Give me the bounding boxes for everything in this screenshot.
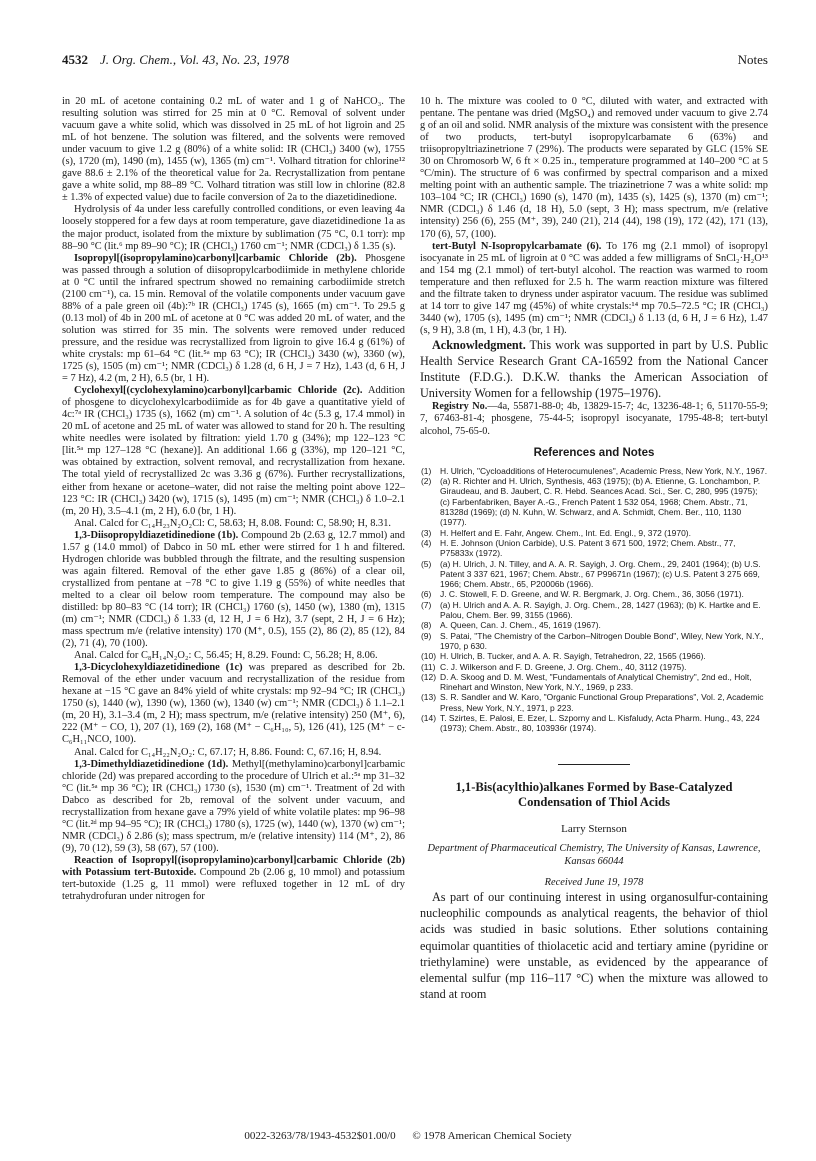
author-name: Larry Sternson [561,822,627,835]
paragraph: in 20 mL of acetone containing 0.2 mL of water and 1 g of NaHCO₃. The resulting solution was stirred for 25 min at 0 °C. Removal of solvent under vacuum gave a white solid, which was dissolved in 25 mL of hot ligroin and 25 mL of hot benzene. The solution was filtered, and the solvents were removed under vacuum to give 1.2 g (80%) of a white solid: IR (CHCl₃) 3400 (w), 1755 (s), 1720 (m), 1490 (m), 1455 (w), 1365 (m) cm⁻¹. Volhard titration for chlorine¹² gave 88.6 ± 2.1% of the theoretical value for 2a. Recrystallization from pentane gave a white solid, mp 88–89 °C. Volhard titration was still low in chlorine (82.8 ± 1.3% of expected value) due to facile conversion of 2a to the diazetidinedione. [62,96,405,204]
section-name: Notes [737,52,768,67]
article-divider [558,764,630,765]
reference-number: (7) [421,599,432,610]
reference-item [420,651,768,661]
journal-citation: J. Org. Chem., Vol. 43, No. 23, 1978 [100,52,290,67]
reference-item [420,466,768,476]
reference-number: (11) [421,661,436,672]
reference-text: C. J. Wilkerson and F. D. Greene, J. Org. Chem., 40, 3112 (1975). [440,661,687,672]
reference-text: (a) H. Ulrich and A. A. R. Sayigh, J. Org. Chem., 28, 1427 (1963); (b) K. Hartke and E. Palou, Chem. Ber. 99, 3155 (1966). [440,599,761,621]
paragraph: Reaction of Isopropyl[(isopropylamino)carbonyl]carbamic Chloride (2b) with Potassium tert-Butoxide. Compound 2b (2.06 g, 10 mmol) and potassium tert-butoxide (1.25 g, 11 mmol) were refluxed together in 12 mL of dry tetrahydrofuran under nitrogen for [62,854,405,903]
copyright-notice: © 1978 American Chemical Society [412,1130,572,1142]
reference-item [420,476,768,527]
reference-item [420,692,768,713]
reference-text: H. Ulrich, "Cycloadditions of Heterocumulenes", Academic Press, New York, N.Y., 1967. [440,465,768,476]
received-date: Received June 19, 1978 [544,876,644,888]
paragraph: Anal. Calcd for C₁₄H₂₃N₂O₂Cl: C, 58.63; H, 8.08. Found: C, 58.90; H, 8.31. [74,517,392,529]
paragraph: 10 h. The mixture was cooled to 0 °C, diluted with water, and extracted with pentane. The pentane was dried (MgSO₄) and removed under vacuum to give 2.74 g of an oil and solid. NMR analysis of the mixture was consistent with the presence of two products, tert-butyl isopropylcarbamate 6 (63%) and triisopropyltriazinetrione 7 (29%). The products were separated by GLC (15% SE 30 on Chromosorb W, 6 ft × 0.25 in., temperature programmed at 140–200 °C at 5 °C/min). The structure of 6 was confirmed by spectral comparison and a mixed melting point with an authentic sample. The triazinetrione 7 was a white solid: mp 103–104 °C; IR (CHCl₃) 1690 (s), 1470 (m), 1435 (s), 1425 (s), 1370 (m) cm⁻¹; NMR (CDCl₃) δ 1.46 (d, 18 H), 5.0 (sept, 3 H); mass spectrum, m/e (relative intensity) 256 (6), 255 (M⁺, 39), 240 (21), 214 (44), 198 (19), 172 (42), 171 (13), 170 (6), 57, (100). [420,96,768,240]
reference-text: J. C. Stowell, F. D. Greene, and W. R. Bergmark, J. Org. Chem., 36, 3056 (1971). [440,589,744,600]
reference-number: (8) [421,620,432,631]
acknowledgment-heading: Acknowledgment. [432,337,526,352]
reference-item [420,672,768,693]
author-affiliation: Department of Pharmaceutical Chemistry, The University of Kansas, Lawrence, Kansas 66044 [427,842,761,867]
reference-list [420,466,768,734]
paragraph: 1,3-Dimethyldiazetidinedione (1d). Methyl[(methylamino)carbonyl]carbamic chloride (2d) was prepared according to the procedure of Ulrich et al.:⁵ᵃ mp 31–32 °C (lit.⁵ᵃ mp 36 °C); IR (CHCl₃) 1730 (s), 1530 (m) cm⁻¹. Treatment of 2d with Dabco as described for 2b, removal of the solvent under vacuum, and recrystallization from hexane gave a 79% yield of white volatile plates: mp 96–98 °C (lit.²ᵈ mp 94–95 °C); IR (CHCl₃) 1780 (s), 1725 (w), 1440 (w), 1370 (w) cm⁻¹; NMR (CDCl₃) δ 2.86 (s); mass spectrum, m/e (relative intensity) 114 (M⁺, 2), 86 (9), 70 (12), 59 (3), 58 (67), 57 (100). [62,758,405,854]
paragraph-heading: tert-Butyl N-Isopropylcarbamate (6). [432,240,602,252]
reference-item [420,528,768,538]
acknowledgment: Acknowledgment. This work was supported in part by U.S. Public Health Service Research Grant CA-16592 from the National Cancer Institute (F.D.G.). D.K.W. thanks the American Association of University Women for a fellowship (1975–1976). [420,337,768,400]
paragraph-heading: 1,3-Dimethyldiazetidinedione (1d). [74,758,229,770]
reference-text: H. E. Johnson (Union Carbide), U.S. Patent 3 671 500, 1972; Chem. Abstr., 77, P75833x (1972). [440,537,736,559]
reference-number: (4) [421,537,432,548]
registry-numbers: Registry No.—4a, 55871-88-0; 4b, 13829-15-7; 4c, 13236-48-1; 6, 51170-55-9; 7, 67463-81-4; phosgene, 75-44-5; isopropyl isocyanate, 1795-48-8; tert-butyl alcohol, 75-65-0. [420,400,768,437]
reference-text: S. Patai, "The Chemistry of the Carbon–Nitrogen Double Bond", Wiley, New York, N.Y., 1970, p 630. [440,630,764,651]
reference-number: (5) [421,558,432,569]
reference-item [420,631,768,652]
reference-text: S. R. Sandler and W. Karo, "Organic Functional Group Preparations", Vol. 2, Academic Press, New York, N.Y., 1971, p 223. [440,692,764,713]
registry-heading: Registry No. [432,400,488,412]
reference-number: (9) [421,630,432,641]
reference-number: (1) [421,465,432,476]
paragraph: Hydrolysis of 4a under less carefully controlled conditions, or even leaving 4a loosely stoppered for a few days at room temperature, gave diazetidinedione 1a as the major product, isolated from the mixture by sublimation (75 °C, 0.1 torr): mp 88–90 °C (lit.⁶ mp 89–90 °C); IR (CHCl₃) 1760 cm⁻¹; NMR (CDCl₃) δ 1.35 (s). [62,204,405,252]
article-intro-paragraph: As part of our continuing interest in using organosulfur-containing nucleophilic compounds as analytical reagents, the behavior of thiol acids was studied in basic solutions. Ether solutions containing equimolar quantities of thiolacetic acid and tertiary amine (pyridine or triethylamine) were unstable, as evidenced by the appearance of elemental sulfur (mp 116–117 °C) when the mixture was allowed to stand at room [420,889,768,1002]
paragraph-heading: 1,3-Diisopropyldiazetidinedione (1b). [74,529,239,541]
reference-text: T. Szirtes, E. Palosi, E. Ezer, L. Szporny and L. Kisfaludy, Acta Pharm. Hung., 43, 224 (1973); Chem. Abstr., 80, 103936r (1974). [440,713,760,734]
paragraph-heading: Isopropyl[(isopropylamino)carbonyl]carbamic Chloride (2b). [74,252,357,264]
paragraph: Anal. Calcd for C₈H₁₄N₂O₂: C, 56.45; H, 8.29. Found: C, 56.28; H, 8.06. [74,650,378,662]
paragraph-heading: 1,3-Dicyclohexyldiazetidinedione (1c) [74,662,243,674]
reference-number: (13) [421,692,437,703]
reference-number: (3) [421,527,432,538]
reference-text: (a) R. Richter and H. Ulrich, Synthesis, 463 (1975); (b) A. Etienne, G. Lonchambon, P. Giraudeau, and B. Jaubert, C. R. Hebd. Seances Acad. Sci., Ser. C, 280, 995 (1975); (c) Farbenfabriken, Bayer A.-G., French Patent 1 532 054, 1968; Chem. Abstr., 71, 81328d (1969); (d) N. Kuhn, W. Schwarz, and A. Schmidt, Chem. Ber., 110, 1130 (1977). [440,476,761,528]
paragraph: Cyclohexyl[(cyclohexylamino)carbonyl]carbamic Chloride (2c). Addition of phosgene to dicyclohexylcarbodiimide as for 4b gave a quantitative yield of 4c:⁷ᵃ IR (CHCl₃) 1735 (s), 1662 (m) cm⁻¹. A solution of 4c (5.3 g, 17.4 mmol) in 20 mL of acetone and 25 mL of water was allowed to stand for 20 h. The resulting white needles were isolated by filtration: yield 1.70 g (34%); mp 122–123 °C [lit.⁵ᵃ mp 127–128 °C (hexane)]. An additional 1.66 g (33%), mp 120–121 °C, was obtained by extraction, solvent removal, and recrystallization from hexane. The total yield of recrystallized 2c was 3.36 g (67%). Further recrystallizations, either from hexane or acetone–water, did not raise the melting point above 122–123 °C: IR (CHCl₃) 3420 (w), 1715 (s), 1495 (m) cm⁻¹; NMR (CHCl₃) δ 1.0–2.1 (m, 20 H), 3.5–4.1 (m, 2 H), 6.0 (br, 1 H). [62,385,405,517]
reference-item [420,600,768,621]
right-column [420,96,768,1126]
page-number: 4532 [62,52,88,67]
page-footer [0,1130,816,1142]
paragraph-heading: Reaction of Isopropyl[(isopropylamino)carbonyl]carbamic Chloride (2b) with Potassium tert-Butoxide. [62,854,405,878]
paragraph: tert-Butyl N-Isopropylcarbamate (6). To 176 mg (2.1 mmol) of isopropyl isocyanate in 25 mL of ligroin at 0 °C was added a few milligrams of SnCl₂·H₂O¹³ and 154 mg (2.1 mmol) of tert-butyl alcohol. The reaction was warmed to room temperature and then refluxed for 2.5 h. The warm reaction mixture was filtered and the filtrate taken to dryness under aspirator vacuum. The residue was sublimed at 14 torr to give 147 mg (45%) of white crystals:¹⁴ mp 70.5–72.5 °C; IR (CHCl₃) 3440 (w), 1705 (s), 1495 (m) cm⁻¹; NMR (CDCl₃) δ 1.13 (d, 6 H, J = 6 Hz), 1.47 (s, 9 H), 3.8 (m, 1 H), 4.3 (br, 1 H). [420,240,768,336]
paragraph: Anal. Calcd for C₁₄H₂₂N₂O₂: C, 67.17; H, 8.86. Found: C, 67.16; H, 8.94. [74,746,382,758]
running-header [62,52,768,70]
reference-item [420,589,768,599]
reference-item [420,559,768,590]
reference-text: A. Queen, Can. J. Chem., 45, 1619 (1967). [440,620,601,631]
paragraph: Isopropyl[(isopropylamino)carbonyl]carbamic Chloride (2b). Phosgene was passed through a solution of diisopropylcarbodiimide in methylene chloride at 0 °C until the infrared spectrum showed no remaining carbodiimide stretch (2100 cm⁻¹), ca. 15 min. Removal of the volatile components under vacuum gave 88% of a pale green oil (4b):⁷ᵇ IR (CHCl₃) 1745 (s), 1665 (m) cm⁻¹. To 29.5 g (0.13 mol) of 4b in 200 mL of acetone at 0 °C was added 20 mL of water, and the solution was stirred for 35 min. The solvents were removed under reduced pressure, and the residue was recrystallized from ligroin to give 16.4 g (61%) of white crystals: mp 61–64 °C (lit.⁵ᵃ mp 63 °C); IR (CHCl₃) 3430 (w), 3360 (w), 1725 (s), 1505 (m) cm⁻¹; NMR (CDCl₃) δ 1.28 (d, 6 H, J = 7 Hz), 1.43 (d, 6 H, J = 7 Hz), 4.2 (m, 2 H), 6.5 (br, 1 H). [62,252,405,385]
paragraph-heading: Cyclohexyl[(cyclohexylamino)carbonyl]carbamic Chloride (2c). [74,385,363,397]
references-heading: References and Notes [533,446,655,459]
reference-text: H. Helfert and E. Fahr, Angew. Chem., Int. Ed. Engl., 9, 372 (1970). [440,527,691,538]
reference-item [420,662,768,672]
paragraph: 1,3-Diisopropyldiazetidinedione (1b). Compound 2b (2.63 g, 12.7 mmol) and 1.57 g (14.0 mmol) of Dabco in 50 mL ether were stirred for 1 h and filtered. Hydrogen chloride was bubbled through the filtrate, and the resulting suspension was again filtered. Removal of the ether gave 1.85 g (86%) of a clear oil, crystallized from pentane at −78 °C to give 1.19 g (55%) of white needles that melted to a clear oil below room temperature. The compound may also be distilled: bp 80–83 °C (14 torr); IR (CHCl₃) 1760 (s), 1450 (w), 1380 (m), 1315 (m) cm⁻¹; NMR (CDCl₃) δ 1.33 (d, 12 H, J = 6 Hz), 3.7 (sept, 2 H, J = 6 Hz); mass spectrum m/e (relative intensity) 170 (M⁺, 0.5), 155 (2), 86 (2), 85 (12), 84 (2), 71 (4), 70 (100). [62,529,405,650]
reference-text: (a) H. Ulrich, J. N. Tilley, and A. A. R. Sayigh, J. Org. Chem., 29, 2401 (1964); (b) U.S. Patent 3 337 621, 1967; Chem. Abstr., 67 P99671n (1967); (c) U.S. Patent 3 275 669, 1966; Chem. Abstr., 65, P20006b (1966). [440,558,761,590]
reference-number: (14) [421,713,437,723]
left-column [62,96,405,1126]
reference-item [420,538,768,559]
reference-text: H. Ulrich, B. Tucker, and A. A. R. Sayigh, Tetrahedron, 22, 1565 (1966). [440,651,706,662]
reference-number: (6) [421,589,432,600]
reference-item [420,713,768,734]
reference-number: (12) [421,671,437,682]
article-code: 0022-3263/78/1943-4532$01.00/0 [244,1130,396,1142]
paragraph: 1,3-Dicyclohexyldiazetidinedione (1c) was prepared as described for 2b. Removal of the ether under vacuum and recrystallization of the residue from hexane at −15 °C gave an 84% yield of white crystals: mp 92–94 °C; IR (CHCl₃) 1750 (s), 1440 (w), 1390 (w), 1360 (w), 1340 (w) cm⁻¹; NMR (CDCl₃) δ 1.1–2.1 (m, 20 H), 3.1–3.4 (m, 2 H); mass spectrum, m/e (relative intensity) 250 (M⁺, 6), 222 (M⁺ − CO, 1), 207 (1), 169 (2), 168 (M⁺ − C₆H₁₀, 5), 126 (41), 125 (M⁺ − c-C₆H₁₁NCO, 100). [62,662,405,746]
reference-item [420,620,768,630]
reference-text: D. A. Skoog and D. M. West, "Fundamentals of Analytical Chemistry", 2nd ed., Holt, Rinehart and Winston, New York, N.Y., 1969, p 233. [440,671,752,693]
reference-number: (10) [421,651,437,662]
article-title: 1,1-Bis(acylthio)alkanes Formed by Base-Catalyzed Condensation of Thiol Acids [455,779,733,810]
reference-number: (2) [421,476,432,487]
